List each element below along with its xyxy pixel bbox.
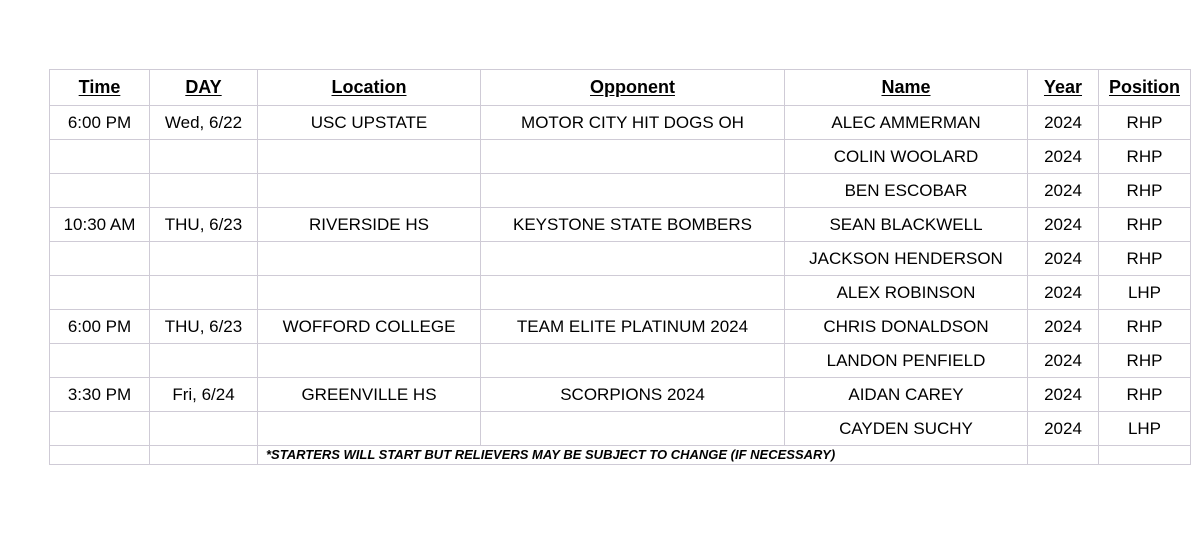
table-row (50, 378, 1191, 412)
cell-name: ALEX ROBINSON (785, 276, 1028, 310)
table-row (50, 242, 1191, 276)
cell-location (258, 174, 481, 208)
table-row (50, 276, 1191, 310)
cell-year: 2024 (1028, 208, 1099, 242)
header-year: Year (1028, 70, 1099, 106)
cell-year: 2024 (1028, 378, 1099, 412)
header-name: Name (785, 70, 1028, 106)
cell-location (258, 344, 481, 378)
cell-time (50, 174, 150, 208)
cell-time: 6:00 PM (50, 106, 150, 140)
footnote-row (50, 446, 1191, 465)
cell-day (150, 344, 258, 378)
table-row (50, 174, 1191, 208)
cell-opponent (481, 276, 785, 310)
cell-time (50, 140, 150, 174)
cell-day (150, 140, 258, 174)
cell-time (50, 242, 150, 276)
cell-position: RHP (1099, 242, 1191, 276)
table-row (50, 106, 1191, 140)
cell-name: JACKSON HENDERSON (785, 242, 1028, 276)
cell-opponent (481, 412, 785, 446)
table-row (50, 344, 1191, 378)
cell-day: THU, 6/23 (150, 208, 258, 242)
cell-year: 2024 (1028, 174, 1099, 208)
cell-position: LHP (1099, 412, 1191, 446)
cell-day: Fri, 6/24 (150, 378, 258, 412)
cell-day: Wed, 6/22 (150, 106, 258, 140)
cell-name: CHRIS DONALDSON (785, 310, 1028, 344)
cell-time: 6:00 PM (50, 310, 150, 344)
cell-day: THU, 6/23 (150, 310, 258, 344)
cell-day (150, 174, 258, 208)
cell-name: CAYDEN SUCHY (785, 412, 1028, 446)
cell-year: 2024 (1028, 412, 1099, 446)
cell-time: 10:30 AM (50, 208, 150, 242)
header-opponent: Opponent (481, 70, 785, 106)
cell-position: RHP (1099, 310, 1191, 344)
pitching-schedule-table (49, 69, 1191, 465)
cell-location (258, 242, 481, 276)
cell-location (258, 276, 481, 310)
cell-year: 2024 (1028, 242, 1099, 276)
cell-time (50, 276, 150, 310)
table-row (50, 310, 1191, 344)
header-position: Position (1099, 70, 1191, 106)
cell-opponent (481, 174, 785, 208)
footnote-blank-cell (1099, 446, 1191, 465)
header-location: Location (258, 70, 481, 106)
footnote-blank-cell (1028, 446, 1099, 465)
cell-position: LHP (1099, 276, 1191, 310)
cell-location (258, 412, 481, 446)
cell-day (150, 276, 258, 310)
cell-position: RHP (1099, 378, 1191, 412)
cell-name: BEN ESCOBAR (785, 174, 1028, 208)
table-row (50, 208, 1191, 242)
header-time: Time (50, 70, 150, 106)
cell-opponent (481, 242, 785, 276)
cell-position: RHP (1099, 344, 1191, 378)
cell-time (50, 344, 150, 378)
cell-opponent: TEAM ELITE PLATINUM 2024 (481, 310, 785, 344)
cell-time: 3:30 PM (50, 378, 150, 412)
footnote-text: *STARTERS WILL START BUT RELIEVERS MAY BE SUBJECT TO CHANGE (IF NECESSARY) (266, 447, 836, 462)
cell-opponent (481, 344, 785, 378)
cell-year: 2024 (1028, 276, 1099, 310)
cell-time (50, 412, 150, 446)
table-row (50, 412, 1191, 446)
cell-name: AIDAN CAREY (785, 378, 1028, 412)
cell-day (150, 412, 258, 446)
cell-location (258, 140, 481, 174)
cell-year: 2024 (1028, 106, 1099, 140)
header-row (50, 70, 1191, 106)
cell-position: RHP (1099, 174, 1191, 208)
cell-position: RHP (1099, 208, 1191, 242)
footnote-blank-cell (50, 446, 150, 465)
cell-opponent: SCORPIONS 2024 (481, 378, 785, 412)
table-row (50, 140, 1191, 174)
cell-year: 2024 (1028, 344, 1099, 378)
cell-opponent: KEYSTONE STATE BOMBERS (481, 208, 785, 242)
cell-opponent: MOTOR CITY HIT DOGS OH (481, 106, 785, 140)
cell-day (150, 242, 258, 276)
cell-name: LANDON PENFIELD (785, 344, 1028, 378)
cell-name: COLIN WOOLARD (785, 140, 1028, 174)
cell-location: GREENVILLE HS (258, 378, 481, 412)
footnote-cell (258, 446, 1028, 465)
cell-location: USC UPSTATE (258, 106, 481, 140)
cell-position: RHP (1099, 106, 1191, 140)
cell-location: WOFFORD COLLEGE (258, 310, 481, 344)
cell-location: RIVERSIDE HS (258, 208, 481, 242)
cell-year: 2024 (1028, 140, 1099, 174)
footnote-blank-cell (150, 446, 258, 465)
cell-name: SEAN BLACKWELL (785, 208, 1028, 242)
cell-position: RHP (1099, 140, 1191, 174)
cell-name: ALEC AMMERMAN (785, 106, 1028, 140)
cell-year: 2024 (1028, 310, 1099, 344)
header-day: DAY (150, 70, 258, 106)
cell-opponent (481, 140, 785, 174)
